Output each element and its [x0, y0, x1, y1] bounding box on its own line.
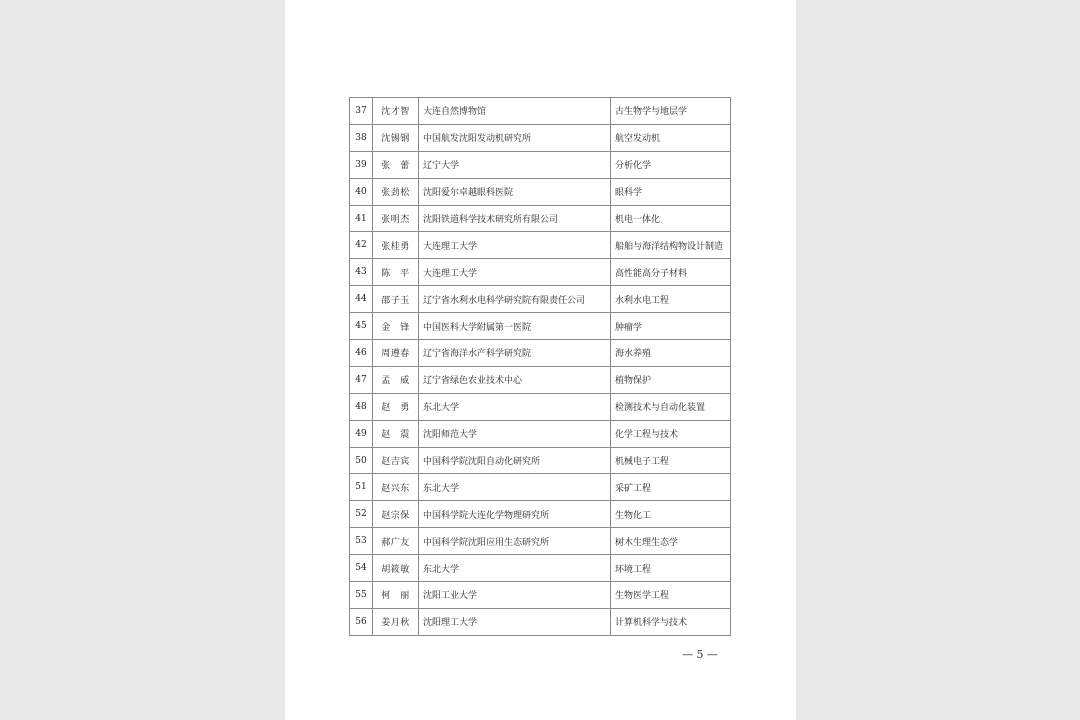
table-row: [350, 286, 731, 313]
row-number: 45: [350, 313, 373, 340]
organization: 中国科学院沈阳应用生态研究所: [419, 528, 611, 555]
specialty-field: 分析化学: [611, 151, 731, 178]
specialty-field: 化学工程与技术: [611, 420, 731, 447]
specialty-field: 古生物学与地层学: [611, 98, 731, 125]
row-number: 37: [350, 98, 373, 125]
person-name: 赵 勇: [373, 393, 419, 420]
person-name: 孟 威: [373, 366, 419, 393]
organization: 大连理工大学: [419, 232, 611, 259]
row-number: 54: [350, 555, 373, 582]
row-number: 51: [350, 474, 373, 501]
organization: 东北大学: [419, 393, 611, 420]
organization: 沈阳工业大学: [419, 582, 611, 609]
expert-list-table: [349, 97, 731, 636]
specialty-field: 环境工程: [611, 555, 731, 582]
person-name: 周遵春: [373, 340, 419, 367]
table-row: [350, 474, 731, 501]
row-number: 53: [350, 528, 373, 555]
organization: 东北大学: [419, 555, 611, 582]
organization: 沈阳理工大学: [419, 608, 611, 635]
person-name: 张劲松: [373, 178, 419, 205]
organization: 中国科学院沈阳自动化研究所: [419, 447, 611, 474]
table-row: [350, 205, 731, 232]
organization: 沈阳铁道科学技术研究所有限公司: [419, 205, 611, 232]
person-name: 郝广友: [373, 528, 419, 555]
specialty-field: 计算机科学与技术: [611, 608, 731, 635]
row-number: 47: [350, 366, 373, 393]
person-name: 赵宗保: [373, 501, 419, 528]
specialty-field: 眼科学: [611, 178, 731, 205]
person-name: 张明杰: [373, 205, 419, 232]
table-row: [350, 124, 731, 151]
specialty-field: 生物化工: [611, 501, 731, 528]
table-row: [350, 501, 731, 528]
specialty-field: 海水养殖: [611, 340, 731, 367]
person-name: 邵子玉: [373, 286, 419, 313]
organization: 辽宁省海洋水产科学研究院: [419, 340, 611, 367]
person-name: 张桂勇: [373, 232, 419, 259]
table-row: [350, 393, 731, 420]
table-row: [350, 420, 731, 447]
organization: 中国航发沈阳发动机研究所: [419, 124, 611, 151]
specialty-field: 航空发动机: [611, 124, 731, 151]
organization: 辽宁省绿色农业技术中心: [419, 366, 611, 393]
table-row: [350, 178, 731, 205]
organization: 沈阳师范大学: [419, 420, 611, 447]
specialty-field: 生物医学工程: [611, 582, 731, 609]
specialty-field: 高性能高分子材料: [611, 259, 731, 286]
person-name: 沈锡钢: [373, 124, 419, 151]
person-name: 姜月秋: [373, 608, 419, 635]
organization: 大连自然博物馆: [419, 98, 611, 125]
table-row: [350, 151, 731, 178]
person-name: 赵 震: [373, 420, 419, 447]
row-number: 42: [350, 232, 373, 259]
table-body: [350, 98, 731, 636]
specialty-field: 机电一体化: [611, 205, 731, 232]
row-number: 55: [350, 582, 373, 609]
row-number: 43: [350, 259, 373, 286]
table-row: [350, 582, 731, 609]
person-name: 沈才智: [373, 98, 419, 125]
organization: 东北大学: [419, 474, 611, 501]
specialty-field: 检测技术与自动化装置: [611, 393, 731, 420]
person-name: 金 锋: [373, 313, 419, 340]
specialty-field: 肿瘤学: [611, 313, 731, 340]
row-number: 44: [350, 286, 373, 313]
table-row: [350, 340, 731, 367]
specialty-field: 机械电子工程: [611, 447, 731, 474]
table-row: [350, 232, 731, 259]
row-number: 48: [350, 393, 373, 420]
row-number: 52: [350, 501, 373, 528]
person-name: 赵兴东: [373, 474, 419, 501]
organization: 沈阳爱尔卓越眼科医院: [419, 178, 611, 205]
table-row: [350, 259, 731, 286]
row-number: 39: [350, 151, 373, 178]
organization: 辽宁大学: [419, 151, 611, 178]
row-number: 46: [350, 340, 373, 367]
table-row: [350, 447, 731, 474]
person-name: 陈 平: [373, 259, 419, 286]
person-name: 张 蕾: [373, 151, 419, 178]
organization: 中国医科大学附属第一医院: [419, 313, 611, 340]
row-number: 49: [350, 420, 373, 447]
organization: 大连理工大学: [419, 259, 611, 286]
table-row: [350, 98, 731, 125]
document-page: [285, 0, 796, 720]
organization: 辽宁省水利水电科学研究院有限责任公司: [419, 286, 611, 313]
organization: 中国科学院大连化学物理研究所: [419, 501, 611, 528]
specialty-field: 植物保护: [611, 366, 731, 393]
person-name: 柯 丽: [373, 582, 419, 609]
specialty-field: 树木生理生态学: [611, 528, 731, 555]
person-name: 胡筱敏: [373, 555, 419, 582]
row-number: 56: [350, 608, 373, 635]
table-row: [350, 366, 731, 393]
specialty-field: 水利水电工程: [611, 286, 731, 313]
table-row: [350, 608, 731, 635]
specialty-field: 采矿工程: [611, 474, 731, 501]
table-row: [350, 528, 731, 555]
row-number: 50: [350, 447, 373, 474]
row-number: 38: [350, 124, 373, 151]
row-number: 41: [350, 205, 373, 232]
page-number: — 5 —: [682, 648, 718, 661]
table-row: [350, 555, 731, 582]
row-number: 40: [350, 178, 373, 205]
specialty-field: 船舶与海洋结构物设计制造: [611, 232, 731, 259]
person-name: 赵吉宾: [373, 447, 419, 474]
table-row: [350, 313, 731, 340]
